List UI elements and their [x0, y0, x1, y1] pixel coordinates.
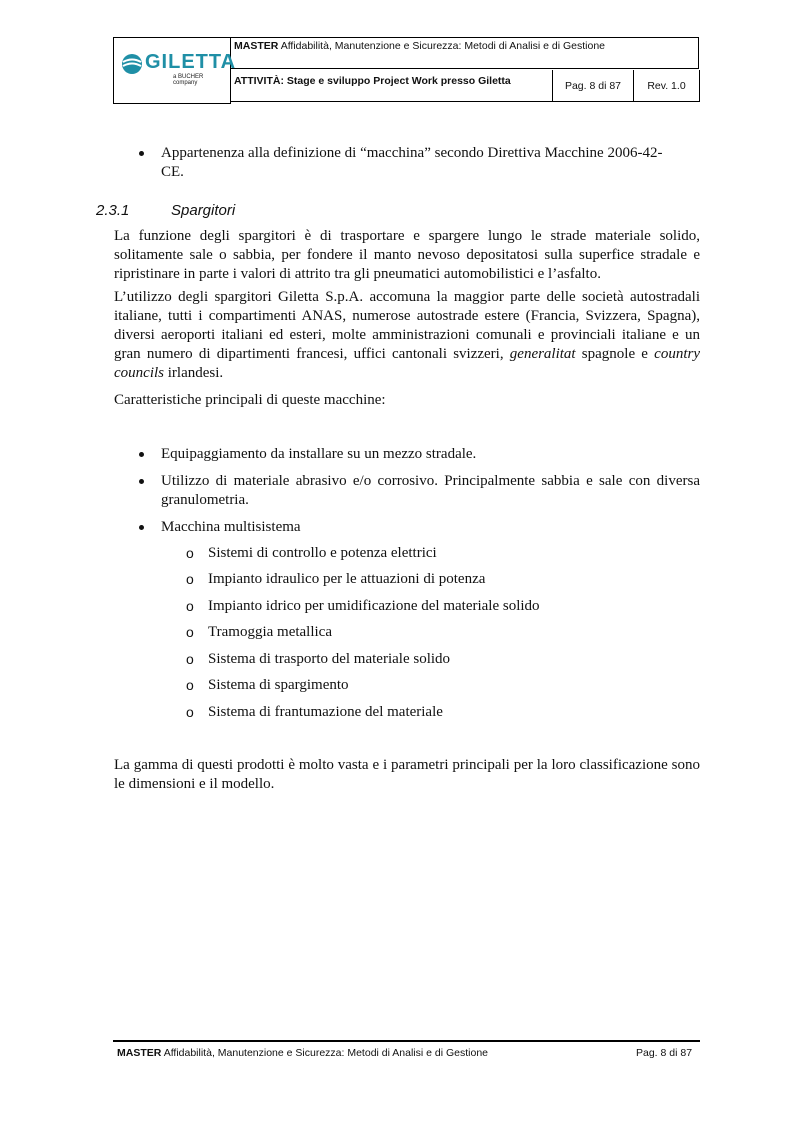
bullet-multisystem: Macchina multisistema: [161, 519, 301, 535]
top-bullet-line2: CE.: [161, 164, 184, 180]
sub-item-hydraulic: Impianto idraulico per le attuazioni di potenza: [208, 571, 486, 587]
bullet-dot: [139, 525, 144, 530]
top-bullet-line1: Appartenenza alla definizione di “macchina” secondo Direttiva Macchine 2006-42-: [161, 145, 663, 161]
sub-marker: o: [186, 651, 194, 667]
bullet-equipment: Equipaggiamento da installare su un mezzo stradale.: [161, 446, 477, 462]
sub-marker: o: [186, 598, 194, 614]
bullet-dot: [139, 452, 144, 457]
section-number: 2.3.1: [96, 202, 130, 219]
paragraph-usage-end: irlandesi.: [164, 365, 224, 381]
logo-cell: [113, 37, 237, 104]
paragraph-usage: [114, 288, 700, 383]
paragraph-usage-italic-generalitat: generalitat: [509, 346, 576, 362]
paragraph-usage-start: L’utilizzo degli spargitori Giletta S.p.A. accomuna la maggior parte delle società autostradali italiane, tutti i compartimenti ANAS, numerose autostrade estere (Francia, Svizzera, Spagna), diversi aeroporti italiani ed esteri, molte amministrazioni comunali e provinciali italiane e un gran numero di dipartimenti francesi, uffici cantonali svizzeri,: [114, 289, 700, 362]
logo-text: GILETTA: [145, 51, 237, 73]
footer-master-label: MASTER: [117, 1047, 162, 1059]
sub-item-water: Impianto idrico per umidificazione del materiale solido: [208, 598, 540, 614]
header-activity: ATTIVITÀ: Stage e sviluppo Project Work presso Giletta: [230, 70, 553, 102]
header-master-title: [230, 37, 699, 69]
footer-page-number: Pag. 8 di 87: [636, 1047, 693, 1059]
sub-marker: o: [186, 571, 194, 587]
sub-item-crushing: Sistema di frantumazione del materiale: [208, 704, 443, 720]
paragraph-function: La funzione degli spargitori è di trasportare e spargere lungo le strade materiale solido, solitamente sale o sabbia, per fondere il manto nevoso depositatosi sulla superfice stradale e ripristinare in parte i valori di attrito tra gli pneumatici automobilistici e l’asfalto.: [114, 228, 700, 282]
sub-item-spreading: Sistema di spargimento: [208, 677, 349, 693]
paragraph-usage-mid: spagnole e: [575, 346, 655, 362]
bullet-dot: [139, 479, 144, 484]
footer-master-text: Affidabilità, Manutenzione e Sicurezza: Metodi di Analisi e di Gestione: [163, 1047, 489, 1059]
sub-item-transport: Sistema di trasporto del materiale solido: [208, 651, 451, 667]
sub-marker: o: [186, 545, 194, 561]
paragraph-range: La gamma di questi prodotti è molto vasta e i parametri principali per la loro classificazione sono le dimensioni e il modello.: [114, 757, 700, 792]
sub-marker: o: [186, 677, 194, 693]
logo-subtitle: a BUCHER company: [173, 74, 204, 86]
top-bullet-text: [161, 144, 701, 182]
bullet-material: Utilizzo di materiale abrasivo e/o corrosivo. Principalmente sabbia e sale con diversa granulometria.: [161, 473, 700, 508]
sub-item-electrical: Sistemi di controllo e potenza elettrici: [208, 545, 437, 561]
section-title: Spargitori: [171, 202, 236, 219]
header-revision: Rev. 1.0: [634, 70, 700, 102]
footer-divider: [113, 1040, 700, 1042]
header-page-number: Pag. 8 di 87: [553, 70, 634, 102]
sub-item-hopper: Tramoggia metallica: [208, 624, 332, 640]
header-master-text: Affidabilità, Manutenzione e Sicurezza: Metodi di Analisi e di Gestione: [280, 40, 606, 52]
sub-marker: o: [186, 704, 194, 720]
header-master-label: MASTER: [234, 40, 279, 52]
sub-marker: o: [186, 624, 194, 640]
giletta-logo: [121, 51, 237, 87]
giletta-logo-icon: [121, 53, 143, 75]
bullet-dot: [139, 151, 144, 156]
page-header: [113, 37, 700, 104]
footer-title: [117, 1047, 488, 1059]
paragraph-characteristics: Caratteristiche principali di queste macchine:: [114, 392, 386, 408]
paragraph-usage-italic-councils: country councils: [114, 346, 700, 381]
